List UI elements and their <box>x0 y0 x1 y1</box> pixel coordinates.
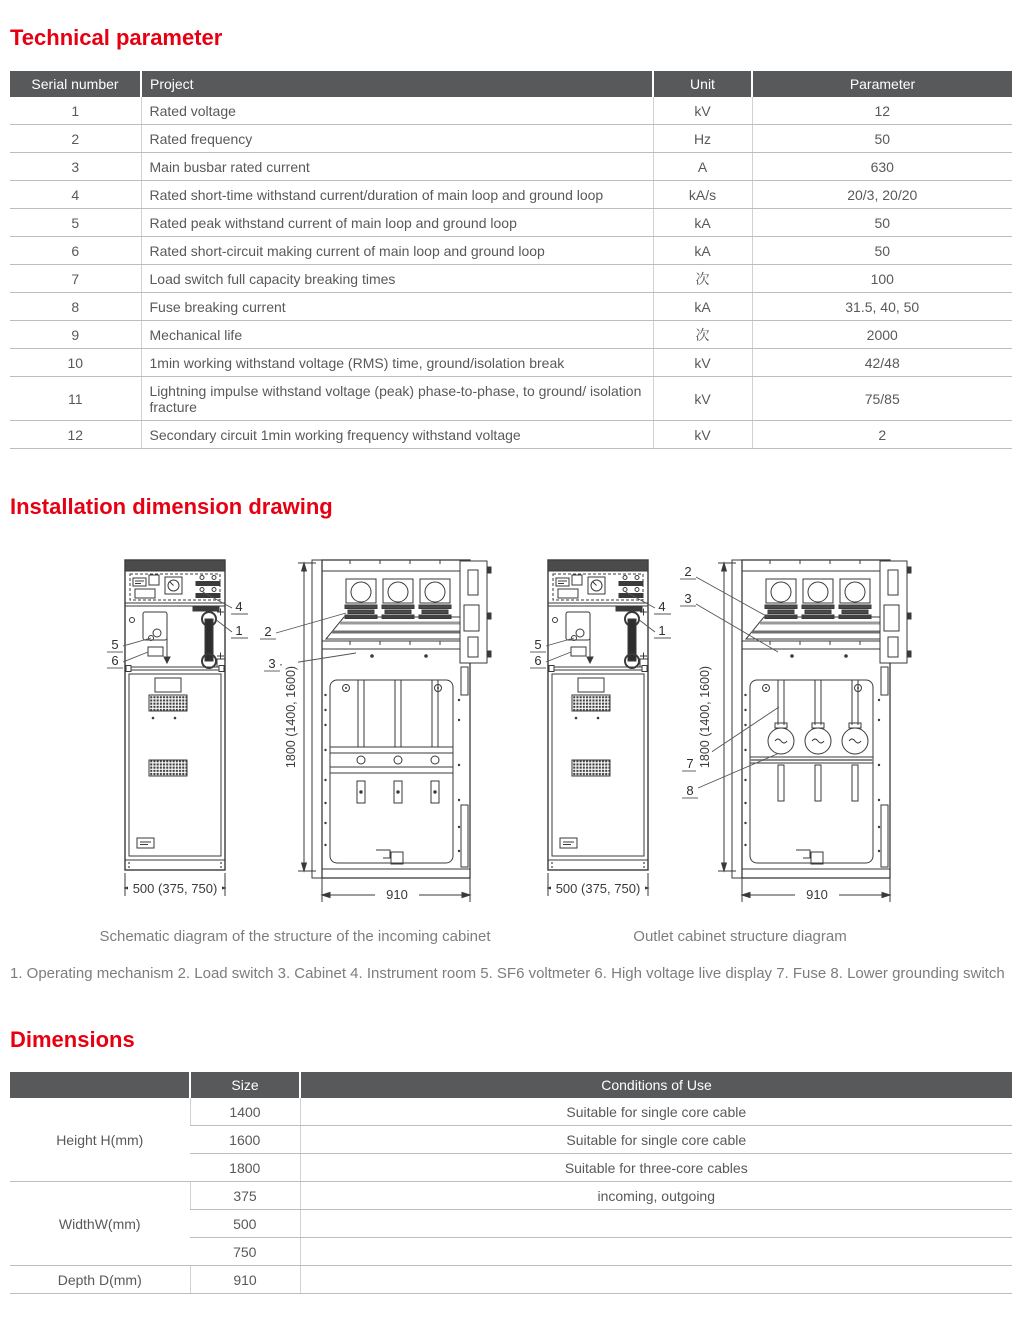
serial-cell: 6 <box>10 237 141 265</box>
incoming-cabinet-caption: Schematic diagram of the structure of the incoming cabinet <box>99 928 491 945</box>
parameter-cell: 20/3, 20/20 <box>752 181 1012 209</box>
dimensions-header-blank <box>10 1072 190 1098</box>
technical-parameter-table-body <box>10 97 1012 449</box>
parameter-cell: 50 <box>752 209 1012 237</box>
callout-2-load-switch: 2 <box>684 564 692 579</box>
outlet-cabinet-caption: Outlet cabinet structure diagram <box>633 928 847 945</box>
condition-cell <box>300 1266 1012 1294</box>
size-cell: 1600 <box>190 1126 300 1154</box>
callout-4-instrument-room: 4 <box>658 599 666 614</box>
project-cell: 1min working withstand voltage (RMS) time, ground/isolation break <box>141 349 653 377</box>
serial-cell: 9 <box>10 321 141 349</box>
condition-cell: Suitable for single core cable <box>300 1098 1012 1126</box>
callout-5-sf6-voltmeter: 5 <box>534 637 542 652</box>
condition-cell: Suitable for three-core cables <box>300 1154 1012 1182</box>
unit-cell: kV <box>653 97 752 125</box>
table-row <box>10 1182 1012 1210</box>
unit-cell: kV <box>653 377 752 421</box>
serial-cell: 5 <box>10 209 141 237</box>
project-cell: Fuse breaking current <box>141 293 653 321</box>
dimensions-header-size: Size <box>190 1072 300 1098</box>
project-cell: Rated frequency <box>141 125 653 153</box>
table-row <box>10 125 1012 153</box>
front-width-dimension: 500 (375, 750) <box>555 881 641 896</box>
table-row <box>10 293 1012 321</box>
unit-cell: A <box>653 153 752 181</box>
parameter-cell: 100 <box>752 265 1012 293</box>
parameter-cell: 42/48 <box>752 349 1012 377</box>
serial-cell: 10 <box>10 349 141 377</box>
table-row <box>10 237 1012 265</box>
serial-cell: 4 <box>10 181 141 209</box>
callout-4-instrument-room: 4 <box>235 599 243 614</box>
installation-drawing-heading: Installation dimension drawing <box>10 494 333 519</box>
unit-cell: 次 <box>653 265 752 293</box>
incoming-cabinet-side-drawing <box>258 555 512 910</box>
side-depth-dimension: 910 <box>386 887 408 902</box>
table-header-row <box>10 71 1012 97</box>
size-cell: 1800 <box>190 1154 300 1182</box>
parameter-cell: 12 <box>752 97 1012 125</box>
unit-cell: kA <box>653 293 752 321</box>
header-project: Project <box>141 71 653 97</box>
dimensions-header-conditions: Conditions of Use <box>300 1072 1012 1098</box>
side-height-dimension: 1800 (1400, 1600) <box>284 665 298 769</box>
outlet-cabinet-side-drawing <box>678 555 932 910</box>
front-width-dimension: 500 (375, 750) <box>132 881 218 896</box>
project-cell: Rated short-time withstand current/duration of main loop and ground loop <box>141 181 653 209</box>
parameter-cell: 75/85 <box>752 377 1012 421</box>
condition-cell: Suitable for single core cable <box>300 1126 1012 1154</box>
serial-cell: 1 <box>10 97 141 125</box>
dimension-group-depth: Depth D(mm) <box>10 1266 190 1294</box>
drawing-captions <box>10 928 1012 948</box>
table-row <box>10 153 1012 181</box>
size-cell: 375 <box>190 1182 300 1210</box>
condition-cell <box>300 1210 1012 1238</box>
technical-parameter-heading: Technical parameter <box>10 25 223 50</box>
callout-1-operating-mechanism: 1 <box>658 623 666 638</box>
project-cell: Secondary circuit 1min working frequency withstand voltage <box>141 421 653 449</box>
project-cell: Main busbar rated current <box>141 153 653 181</box>
size-cell: 910 <box>190 1266 300 1294</box>
header-unit: Unit <box>653 71 752 97</box>
header-serial-number: Serial number <box>10 71 141 97</box>
serial-cell: 12 <box>10 421 141 449</box>
parameter-cell: 50 <box>752 125 1012 153</box>
size-cell: 750 <box>190 1238 300 1266</box>
project-cell: Mechanical life <box>141 321 653 349</box>
serial-cell: 2 <box>10 125 141 153</box>
table-row <box>10 1098 1012 1126</box>
callout-3-cabinet: 3 <box>684 591 692 606</box>
table-row <box>10 377 1012 421</box>
dimension-group-height: Height H(mm) <box>10 1098 190 1182</box>
table-row <box>10 97 1012 125</box>
side-height-dimension: 1800 (1400, 1600) <box>698 665 712 769</box>
unit-cell: kA <box>653 209 752 237</box>
size-cell: 500 <box>190 1210 300 1238</box>
dimensions-heading: Dimensions <box>10 1027 135 1052</box>
table-row <box>10 265 1012 293</box>
callout-8-grounding-switch: 8 <box>686 783 694 798</box>
parameter-cell: 2 <box>752 421 1012 449</box>
project-cell: Rated voltage <box>141 97 653 125</box>
table-row <box>10 1266 1012 1294</box>
outlet-cabinet-front-drawing <box>528 555 678 907</box>
callout-5-sf6-voltmeter: 5 <box>111 637 119 652</box>
table-row <box>10 209 1012 237</box>
incoming-cabinet-front-drawing <box>105 555 255 907</box>
unit-cell: kV <box>653 421 752 449</box>
unit-cell: kA <box>653 237 752 265</box>
drawing-legend: 1. Operating mechanism 2. Load switch 3. Cabinet 4. Instrument room 5. SF6 voltmeter 6. High voltage live display 7. Fuse 8. Lower grounding switch <box>10 965 1005 982</box>
project-cell: Lightning impulse withstand voltage (peak) phase-to-phase, to ground/ isolation fracture <box>141 377 653 421</box>
header-parameter: Parameter <box>752 71 1012 97</box>
serial-cell: 8 <box>10 293 141 321</box>
condition-cell: incoming, outgoing <box>300 1182 1012 1210</box>
side-depth-dimension: 910 <box>806 887 828 902</box>
serial-cell: 7 <box>10 265 141 293</box>
dimensions-table <box>10 1072 1012 1294</box>
parameter-cell: 31.5, 40, 50 <box>752 293 1012 321</box>
unit-cell: Hz <box>653 125 752 153</box>
table-header-row <box>10 1072 1012 1098</box>
unit-cell: kV <box>653 349 752 377</box>
table-row <box>10 181 1012 209</box>
callout-6-live-display: 6 <box>534 653 542 668</box>
callout-7-fuse: 7 <box>686 756 694 771</box>
callout-6-live-display: 6 <box>111 653 119 668</box>
parameter-cell: 50 <box>752 237 1012 265</box>
size-cell: 1400 <box>190 1098 300 1126</box>
condition-cell <box>300 1238 1012 1266</box>
callout-2-load-switch: 2 <box>264 624 272 639</box>
unit-cell: 次 <box>653 321 752 349</box>
parameter-cell: 630 <box>752 153 1012 181</box>
project-cell: Rated short-circuit making current of main loop and ground loop <box>141 237 653 265</box>
project-cell: Load switch full capacity breaking times <box>141 265 653 293</box>
serial-cell: 3 <box>10 153 141 181</box>
technical-parameter-table <box>10 71 1012 449</box>
callout-1-operating-mechanism: 1 <box>235 623 243 638</box>
installation-drawings <box>10 555 1012 912</box>
dimension-group-width: WidthW(mm) <box>10 1182 190 1266</box>
parameter-cell: 2000 <box>752 321 1012 349</box>
project-cell: Rated peak withstand current of main loop and ground loop <box>141 209 653 237</box>
table-row <box>10 349 1012 377</box>
callout-3-cabinet: 3 <box>268 656 276 671</box>
serial-cell: 11 <box>10 377 141 421</box>
table-row <box>10 421 1012 449</box>
unit-cell: kA/s <box>653 181 752 209</box>
table-row <box>10 321 1012 349</box>
